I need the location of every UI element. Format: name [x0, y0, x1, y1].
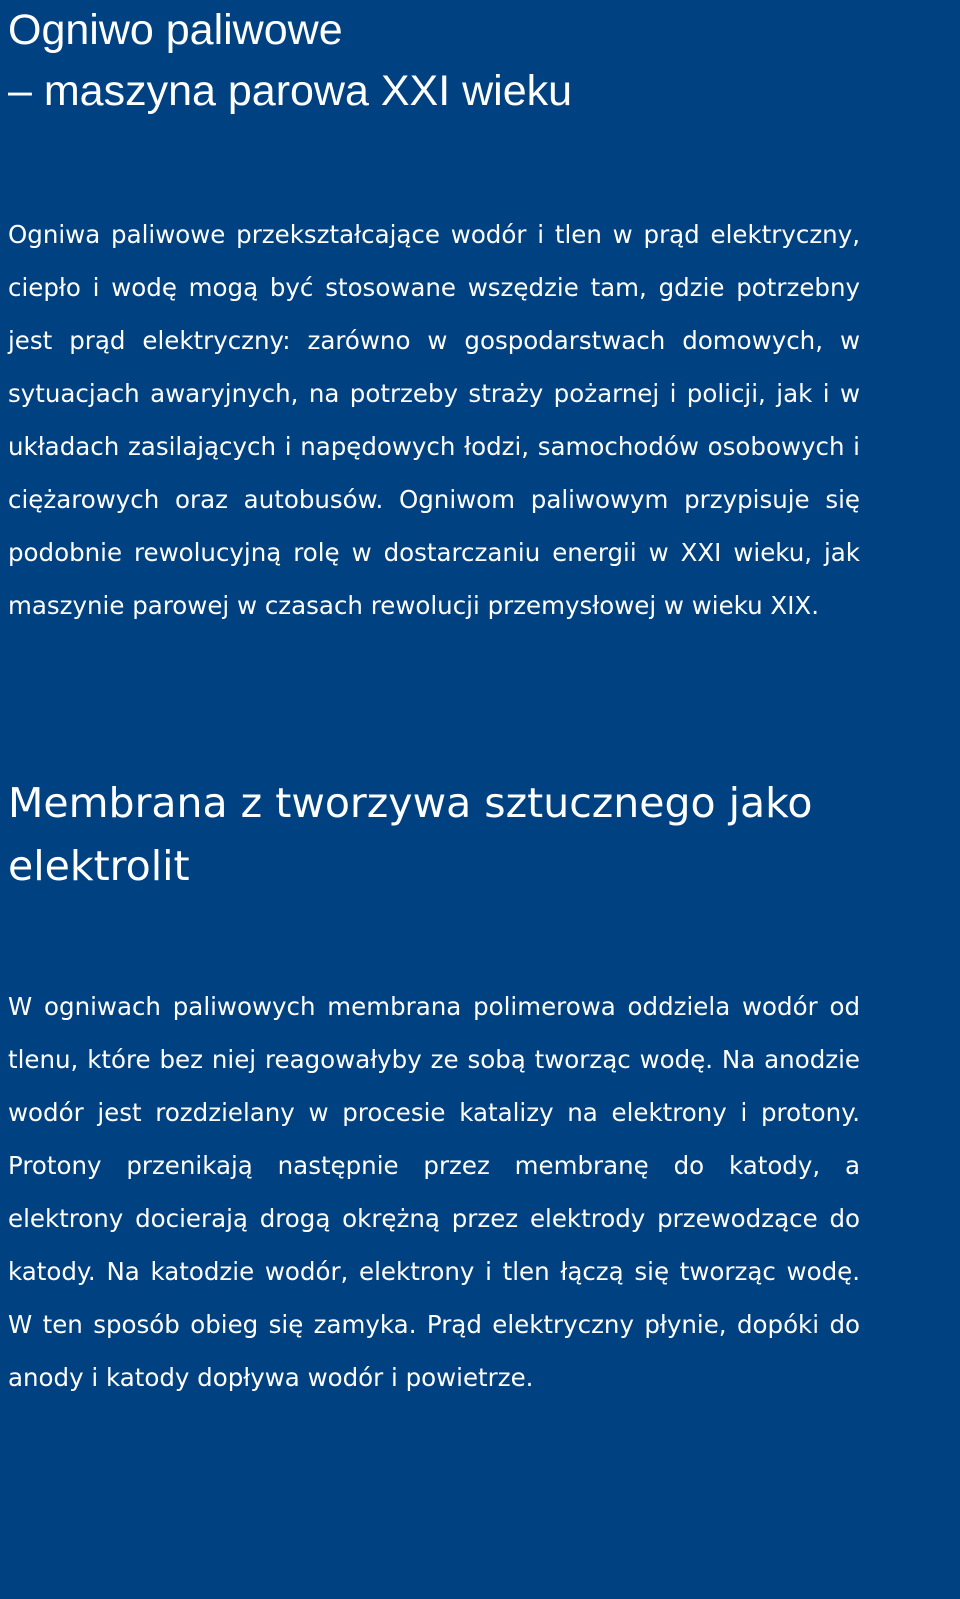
section-paragraph-membrane: W ogniwach paliwowych membrana polimerowa oddziela wodór od tlenu, które bez niej reagowałyby ze sobą tworząc wodę. Na anodzie wodór jest rozdzielany w procesie katalizy na elektrony i protony. Protony przenikają następnie przez membranę do katody, a elektrony docierają drogą okrężną przez elektrody przewodzące do katody. Na katodzie wodór, elektrony i tlen łączą się tworząc wodę. W ten sposób obieg się zamyka. Prąd elektryczny płynie, dopóki do anody i katody dopływa wodór i powietrze. — [8, 992, 860, 1392]
section-title-line: elektrolit — [8, 842, 190, 890]
section-title-line: Ogniwo paliwowe — [8, 6, 343, 54]
section-title-line: Membrana z tworzywa sztucznego jako — [8, 779, 813, 827]
section-title-membrane — [8, 772, 860, 898]
section-title-line: – maszyna parowa XXI wieku — [8, 67, 573, 115]
section-title-fuel-cell — [8, 0, 860, 122]
section-paragraph-fuel-cell: Ogniwa paliwowe przekształcające wodór i tlen w prąd elektryczny, ciepło i wodę mogą być stosowane wszędzie tam, gdzie potrzebny jest prąd elektryczny: zarówno w gospodarstwach domowych, w sytuacjach awaryjnych, na potrzeby straży pożarnej i policji, jak i w układach zasilających i napędowych łodzi, samochodów osobowych i ciężarowych oraz autobusów. Ogniwom paliwowym przypisuje się podobnie rewolucyjną rolę w dostarczaniu energii w XXI wieku, jak maszynie parowej w czasach rewolucji przemysłowej w wieku XIX. — [8, 220, 860, 620]
